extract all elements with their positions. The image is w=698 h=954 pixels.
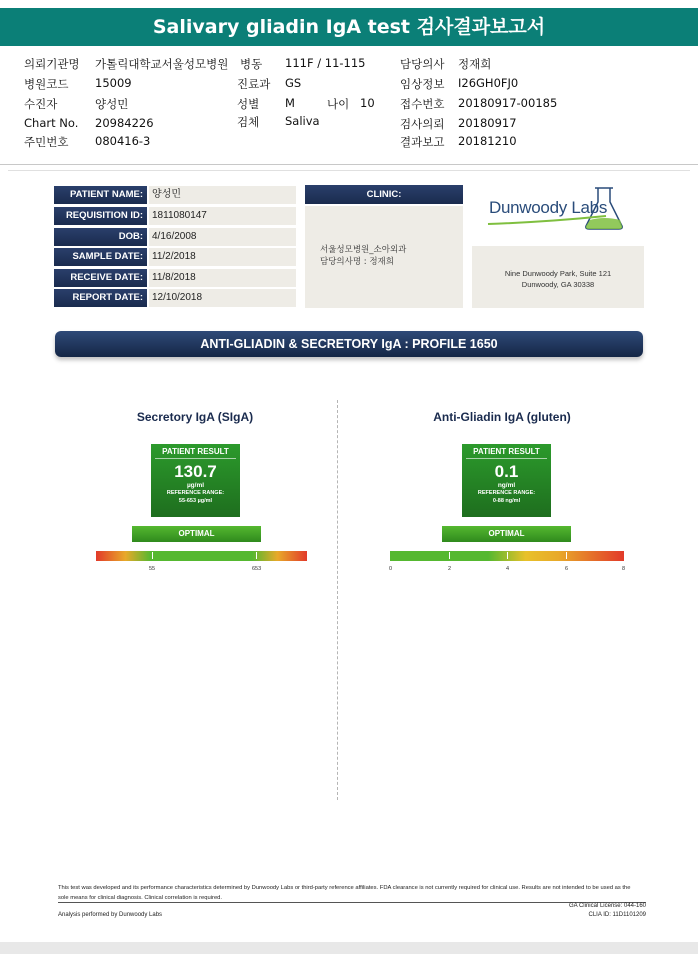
dob-value: 4/16/2008 — [149, 228, 296, 246]
clinic-line-2: 담당의사명 : 정재희 — [320, 257, 394, 267]
clinic-box — [305, 206, 463, 308]
age-value: 10 — [360, 96, 375, 110]
patient-value: 양성민 — [95, 97, 129, 111]
ward-key: 병동 — [240, 57, 263, 71]
test-1-range-label: REFERENCE RANGE: — [166, 490, 225, 496]
clinical-info-value: I26GH0FJ0 — [458, 76, 519, 90]
doctor-value: 정재희 — [458, 57, 492, 71]
test-1-tick-mark-2 — [256, 552, 257, 559]
test-2-tick-6: 6 — [565, 566, 569, 572]
test-1-tick-653: 653 — [252, 566, 262, 572]
test-1-status: OPTIMAL — [132, 526, 261, 542]
lab-address — [472, 246, 644, 308]
report-date-label: REPORT DATE: — [54, 289, 147, 307]
clia-id: CLIA ID: 11D1101209 — [588, 912, 646, 918]
test-1-result-box — [151, 444, 240, 517]
clinical-license: GA Clinical License: 044-160 — [568, 903, 646, 909]
test-2-tick-4: 4 — [506, 566, 510, 572]
analysis-note: Analysis performed by Dunwoody Labs — [58, 912, 163, 918]
test-2-title: Anti-Gliadin IgA (gluten) — [433, 410, 571, 424]
patient-name-value: 양성민 — [149, 186, 296, 204]
chart-no-value: 20984226 — [95, 116, 154, 130]
report-title: Salivary gliadin IgA test 검사결과보고서 — [0, 8, 698, 46]
test-2-tick-mark-3 — [566, 552, 567, 559]
license-info — [470, 902, 646, 920]
test-1-tick-55: 55 — [149, 566, 156, 572]
test-2-range: 0-88 ng/ml — [492, 498, 521, 504]
reported-value: 20181210 — [458, 134, 517, 148]
profile-title: ANTI-GLIADIN & SECRETORY IgA : PROFILE 1650 — [55, 331, 643, 357]
dob-label: DOB: — [54, 228, 147, 246]
test-1-title: Secretory IgA (SIgA) — [136, 410, 254, 424]
hospital-code-value: 15009 — [95, 76, 132, 90]
receive-date-label: RECEIVE DATE: — [54, 269, 147, 287]
requested-key: 검사의뢰 — [400, 117, 445, 131]
clinical-info-key: 임상정보 — [400, 77, 445, 91]
test-2-result-value: 0.1 — [494, 462, 519, 481]
test-2-range-bar — [390, 551, 624, 561]
clinic-line-1: 서울성모병원_소아외과 — [320, 245, 407, 255]
disclaimer-text: This test was developed and its performance characteristics determined by Dunwoody Labs or third-party reference affiliates. FDA clearance is not currently required for clinical use. Results are not intended to be used as the sole means for clinical diagnosis. Clinical correlation is required. — [58, 885, 631, 901]
resident-no-key: 주민번호 — [24, 135, 69, 149]
test-2-range-label: REFERENCE RANGE: — [477, 490, 536, 496]
page-bottom-edge — [0, 942, 698, 954]
test-1-range: 55-653 µg/ml — [178, 498, 213, 504]
chart-no-key: Chart No. — [24, 116, 79, 130]
clinic-label: CLINIC: — [305, 185, 463, 204]
lab-address-line-2: Dunwoody, GA 30338 — [521, 280, 595, 289]
accession-key: 접수번호 — [400, 97, 445, 111]
department-value: GS — [285, 76, 302, 90]
test-2-result-unit: ng/ml — [497, 482, 516, 489]
requested-value: 20180917 — [458, 116, 517, 130]
section-divider — [0, 164, 698, 165]
specimen-value: Saliva — [285, 114, 320, 128]
patient-name-label: PATIENT NAME: — [54, 186, 147, 204]
test-2-tick-mark-2 — [507, 552, 508, 559]
test-2-tick-8: 8 — [622, 566, 626, 572]
test-2-tick-0: 0 — [389, 566, 393, 572]
requisition-id-label: REQUISITION ID: — [54, 207, 147, 225]
test-2-result-header: PATIENT RESULT — [466, 444, 547, 459]
hospital-code-key: 병원코드 — [24, 77, 69, 91]
report-date-value: 12/10/2018 — [149, 289, 296, 307]
accession-value: 20180917-00185 — [458, 96, 558, 110]
doctor-key: 담당의사 — [400, 57, 445, 71]
institution-key: 의뢰기관명 — [24, 57, 80, 71]
test-2-status: OPTIMAL — [442, 526, 571, 542]
reported-key: 결과보고 — [400, 135, 445, 149]
institution-value: 가톨릭대학교서울성모병원 — [95, 57, 229, 71]
department-key: 진료과 — [237, 77, 271, 91]
test-2-tick-mark-1 — [449, 552, 450, 559]
patient-key: 수진자 — [24, 97, 58, 111]
specimen-key: 검체 — [237, 115, 260, 129]
sex-key: 성별 — [237, 97, 260, 111]
requisition-id-value: 1811080147 — [149, 207, 296, 225]
test-1-range-bar — [96, 551, 307, 561]
test-2-tick-2: 2 — [448, 566, 452, 572]
test-1-tick-mark-1 — [152, 552, 153, 559]
test-1-result-value: 130.7 — [174, 462, 217, 481]
test-1-result-header: PATIENT RESULT — [155, 444, 236, 459]
sample-date-value: 11/2/2018 — [149, 248, 296, 266]
sex-value: M — [285, 96, 295, 110]
age-key: 나이 — [327, 97, 350, 111]
lab-address-line-1: Nine Dunwoody Park, Suite 121 — [504, 269, 612, 278]
test-2-result-box — [462, 444, 551, 517]
receive-date-value: 11/8/2018 — [149, 269, 296, 287]
lab-logo-text: Dunwoody Labs — [489, 198, 608, 217]
sample-date-label: SAMPLE DATE: — [54, 248, 147, 266]
test-1-result-unit: µg/ml — [186, 482, 205, 489]
ward-value: 111F / 11-115 — [285, 56, 366, 70]
column-divider — [337, 400, 338, 800]
resident-no-value: 080416-3 — [95, 134, 151, 148]
